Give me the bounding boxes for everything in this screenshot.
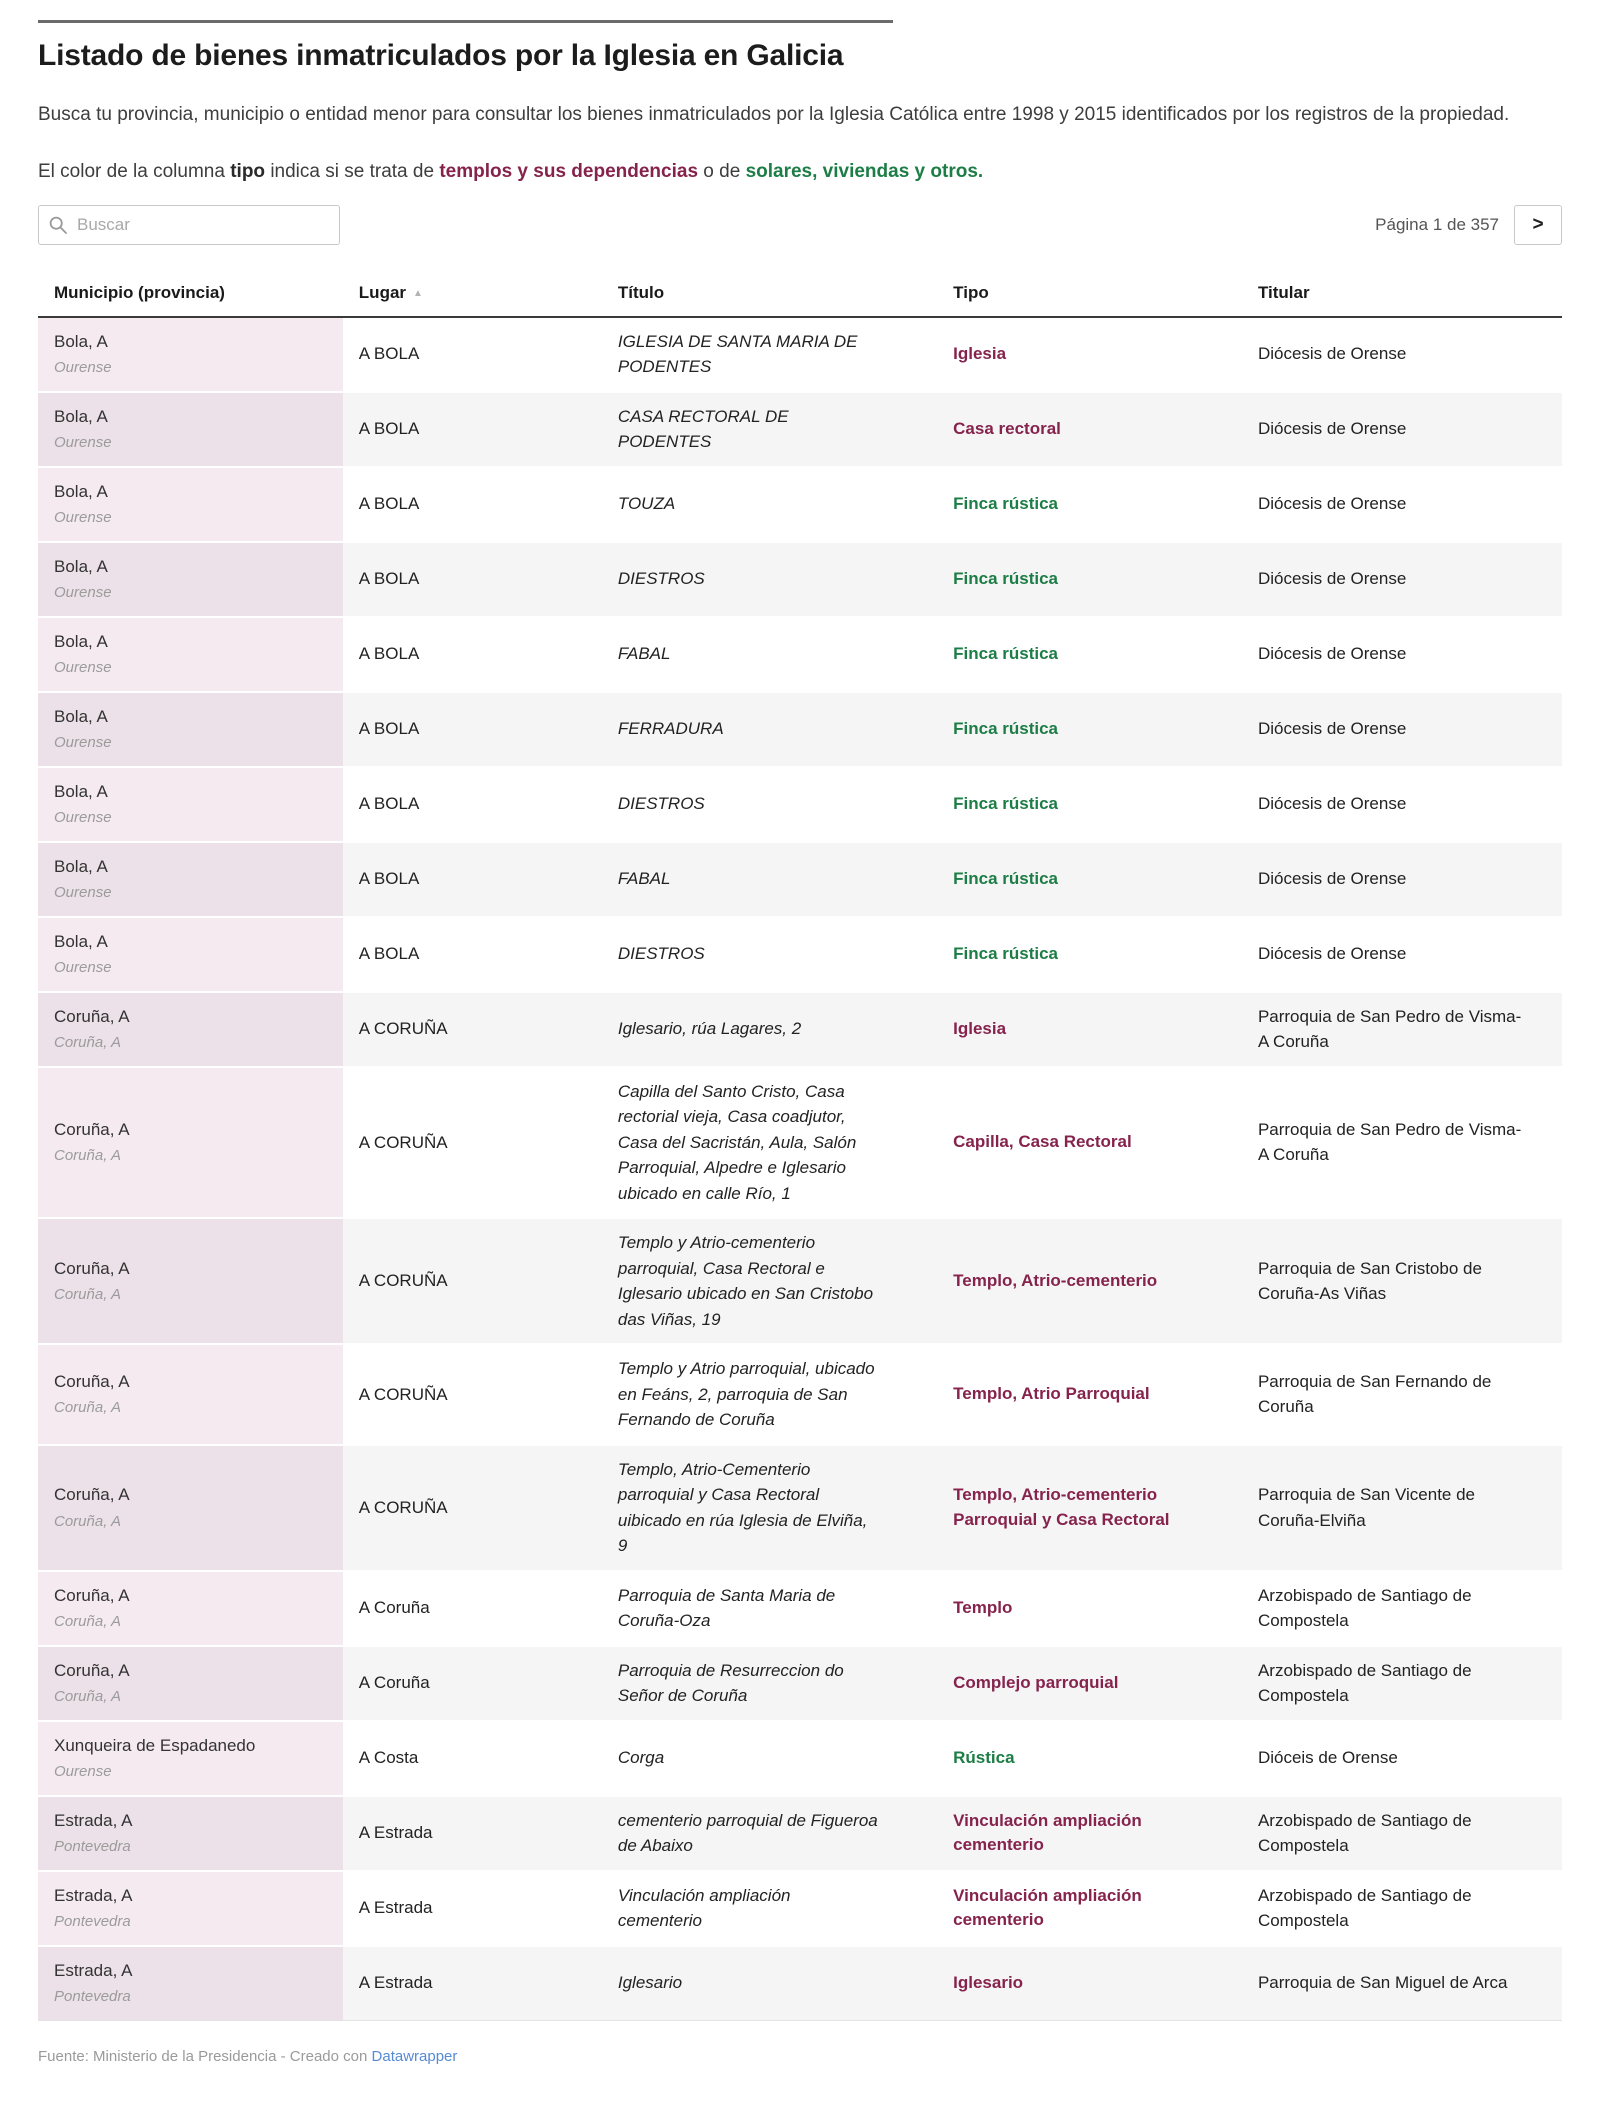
cell-municipio bbox=[38, 992, 343, 1067]
cell-municipio bbox=[38, 467, 343, 542]
municipio-name: Estrada, A bbox=[54, 1960, 133, 1980]
cell-titulo: Templo y Atrio-cementerio parroquial, Casa Rectoral e Iglesario ubicado en San Cristobo das Viñas, 19 bbox=[602, 1218, 937, 1344]
cell-titular: Diócesis de Orense bbox=[1242, 767, 1562, 842]
cell-titular: Diócesis de Orense bbox=[1242, 842, 1562, 917]
cell-municipio bbox=[38, 542, 343, 617]
municipio-name: Coruña, A bbox=[54, 1258, 130, 1278]
municipio-name: Coruña, A bbox=[54, 1006, 130, 1026]
table-row bbox=[38, 692, 1562, 767]
cell-municipio bbox=[38, 1871, 343, 1946]
table-controls bbox=[38, 205, 1562, 245]
cell-titulo: Iglesario bbox=[602, 1946, 937, 2021]
cell-municipio bbox=[38, 392, 343, 467]
provincia-name: Pontevedra bbox=[54, 1838, 131, 1856]
cell-titulo: FABAL bbox=[602, 842, 937, 917]
cell-lugar: A Estrada bbox=[343, 1871, 602, 1946]
cell-titulo: FABAL bbox=[602, 617, 937, 692]
cell-titulo: DIESTROS bbox=[602, 542, 937, 617]
cell-lugar: A CORUÑA bbox=[343, 1218, 602, 1344]
cell-titulo: Parroquia de Resurreccion do Señor de Coruña bbox=[602, 1646, 937, 1721]
cell-municipio bbox=[38, 1721, 343, 1796]
table-row bbox=[38, 317, 1562, 392]
legend-tipo-word: tipo bbox=[230, 161, 266, 183]
page-title: Listado de bienes inmatriculados por la Iglesia en Galicia bbox=[38, 39, 844, 72]
cell-municipio bbox=[38, 1067, 343, 1219]
table-row bbox=[38, 1571, 1562, 1646]
cell-lugar: A BOLA bbox=[343, 767, 602, 842]
cell-municipio bbox=[38, 1646, 343, 1721]
table-row bbox=[38, 1445, 1562, 1571]
provincia-name: Ourense bbox=[54, 884, 112, 902]
cell-lugar: A Estrada bbox=[343, 1796, 602, 1871]
municipio-name: Bola, A bbox=[54, 706, 108, 726]
cell-tipo: Capilla, Casa Rectoral bbox=[937, 1067, 1242, 1219]
cell-titular: Diócesis de Orense bbox=[1242, 467, 1562, 542]
cell-lugar: A BOLA bbox=[343, 467, 602, 542]
properties-table bbox=[38, 273, 1562, 2021]
table-row bbox=[38, 467, 1562, 542]
cell-municipio bbox=[38, 617, 343, 692]
table-row bbox=[38, 767, 1562, 842]
table-row bbox=[38, 1871, 1562, 1946]
table-row bbox=[38, 842, 1562, 917]
table-row bbox=[38, 917, 1562, 992]
cell-municipio bbox=[38, 692, 343, 767]
cell-lugar: A Costa bbox=[343, 1721, 602, 1796]
cell-municipio bbox=[38, 1796, 343, 1871]
search-box bbox=[38, 205, 340, 245]
cell-tipo: Templo bbox=[937, 1571, 1242, 1646]
municipio-name: Estrada, A bbox=[54, 1810, 133, 1830]
sort-ascending-icon: ▲ bbox=[413, 287, 423, 299]
cell-tipo: Finca rústica bbox=[937, 692, 1242, 767]
provincia-name: Ourense bbox=[54, 1763, 112, 1781]
cell-tipo: Templo, Atrio-cementerio bbox=[937, 1218, 1242, 1344]
cell-tipo: Finca rústica bbox=[937, 467, 1242, 542]
footer bbox=[38, 2048, 1562, 2065]
column-header-municipio[interactable]: Municipio (provincia) bbox=[38, 273, 343, 317]
cell-lugar: A CORUÑA bbox=[343, 1445, 602, 1571]
municipio-name: Bola, A bbox=[54, 556, 108, 576]
cell-tipo: Iglesia bbox=[937, 317, 1242, 392]
cell-lugar: A BOLA bbox=[343, 842, 602, 917]
cell-titular: Parroquia de San Pedro de Visma-A Coruña bbox=[1242, 1067, 1562, 1219]
municipio-name: Coruña, A bbox=[54, 1371, 130, 1391]
cell-tipo: Casa rectoral bbox=[937, 392, 1242, 467]
table-row bbox=[38, 992, 1562, 1067]
cell-lugar: A CORUÑA bbox=[343, 1067, 602, 1219]
cell-tipo: Vinculación ampliación cementerio bbox=[937, 1796, 1242, 1871]
cell-lugar: A BOLA bbox=[343, 542, 602, 617]
table-row bbox=[38, 542, 1562, 617]
provincia-name: Pontevedra bbox=[54, 1913, 131, 1931]
cell-titulo: Templo y Atrio parroquial, ubicado en Feáns, 2, parroquia de San Fernando de Coruña bbox=[602, 1344, 937, 1445]
cell-titular: Parroquia de San Miguel de Arca bbox=[1242, 1946, 1562, 2021]
cell-municipio bbox=[38, 317, 343, 392]
cell-titular: Diócesis de Orense bbox=[1242, 542, 1562, 617]
cell-titular: Arzobispado de Santiago de Compostela bbox=[1242, 1796, 1562, 1871]
municipio-name: Bola, A bbox=[54, 781, 108, 801]
cell-titular: Arzobispado de Santiago de Compostela bbox=[1242, 1571, 1562, 1646]
cell-lugar: A BOLA bbox=[343, 317, 602, 392]
provincia-name: Ourense bbox=[54, 359, 112, 377]
provincia-name: Coruña, A bbox=[54, 1613, 121, 1631]
provincia-name: Ourense bbox=[54, 809, 112, 827]
pagination bbox=[1375, 205, 1562, 245]
cell-tipo: Templo, Atrio-cementerio Parroquial y Casa Rectoral bbox=[937, 1445, 1242, 1571]
provincia-name: Coruña, A bbox=[54, 1512, 121, 1530]
municipio-name: Bola, A bbox=[54, 931, 108, 951]
cell-tipo: Finca rústica bbox=[937, 842, 1242, 917]
cell-titulo: DIESTROS bbox=[602, 917, 937, 992]
cell-lugar: A CORUÑA bbox=[343, 1344, 602, 1445]
cell-titulo: Iglesario, rúa Lagares, 2 bbox=[602, 992, 937, 1067]
cell-municipio bbox=[38, 1946, 343, 2021]
municipio-name: Coruña, A bbox=[54, 1119, 130, 1139]
source-text: Fuente: Ministerio de la Presidencia - Creado con bbox=[38, 2047, 372, 2065]
provincia-name: Ourense bbox=[54, 734, 112, 752]
cell-titular: Dióceis de Orense bbox=[1242, 1721, 1562, 1796]
cell-lugar: A Coruña bbox=[343, 1571, 602, 1646]
cell-municipio bbox=[38, 1218, 343, 1344]
legend-connector: o de bbox=[698, 161, 746, 183]
municipio-name: Bola, A bbox=[54, 331, 108, 351]
pagination-label: Página 1 de 357 bbox=[1375, 214, 1499, 234]
chevron-right-icon: > bbox=[1532, 213, 1544, 235]
table-row bbox=[38, 392, 1562, 467]
cell-titular: Parroquia de San Pedro de Visma-A Coruña bbox=[1242, 992, 1562, 1067]
municipio-name: Bola, A bbox=[54, 631, 108, 651]
table-row bbox=[38, 1946, 1562, 2021]
legend-middle: indica si se trata de bbox=[265, 161, 440, 183]
cell-municipio bbox=[38, 1571, 343, 1646]
column-header-lugar[interactable]: Lugar ▲ bbox=[343, 273, 602, 317]
legend-other-label: solares, viviendas y otros. bbox=[745, 161, 984, 183]
cell-titular: Parroquia de San Cristobo de Coruña-As Viñas bbox=[1242, 1218, 1562, 1344]
provincia-name: Coruña, A bbox=[54, 1688, 121, 1706]
cell-titulo: Templo, Atrio-Cementerio parroquial y Casa Rectoral uibicado en rúa Iglesia de Elviña, 9 bbox=[602, 1445, 937, 1571]
legend-temple-label: templos y sus dependencias bbox=[439, 161, 699, 183]
cell-lugar: A Estrada bbox=[343, 1946, 602, 2021]
cell-lugar: A BOLA bbox=[343, 917, 602, 992]
cell-titulo: DIESTROS bbox=[602, 767, 937, 842]
top-artifact-bar bbox=[38, 20, 893, 23]
table-row bbox=[38, 1796, 1562, 1871]
cell-tipo: Vinculación ampliación cementerio bbox=[937, 1871, 1242, 1946]
cell-tipo: Finca rústica bbox=[937, 617, 1242, 692]
cell-lugar: A CORUÑA bbox=[343, 992, 602, 1067]
cell-titular: Diócesis de Orense bbox=[1242, 917, 1562, 992]
table-header-row bbox=[38, 273, 1562, 317]
cell-lugar: A BOLA bbox=[343, 692, 602, 767]
table-row bbox=[38, 1067, 1562, 1219]
column-header-titulo[interactable]: Título bbox=[602, 273, 937, 317]
cell-titular: Parroquia de San Vicente de Coruña-Elviña bbox=[1242, 1445, 1562, 1571]
cell-titulo: Capilla del Santo Cristo, Casa rectorial vieja, Casa coadjutor, Casa del Sacristán, Aula, Salón Parroquial, Alpedre e Iglesario ubicado en calle Río, 1 bbox=[602, 1067, 937, 1219]
cell-tipo: Complejo parroquial bbox=[937, 1646, 1242, 1721]
cell-lugar: A BOLA bbox=[343, 392, 602, 467]
table-row bbox=[38, 1218, 1562, 1344]
municipio-name: Estrada, A bbox=[54, 1885, 133, 1905]
cell-titular: Parroquia de San Fernando de Coruña bbox=[1242, 1344, 1562, 1445]
cell-tipo: Finca rústica bbox=[937, 917, 1242, 992]
cell-titular: Diócesis de Orense bbox=[1242, 617, 1562, 692]
municipio-name: Coruña, A bbox=[54, 1485, 130, 1505]
provincia-name: Coruña, A bbox=[54, 1286, 121, 1304]
search-icon bbox=[48, 215, 68, 235]
cell-titulo: Corga bbox=[602, 1721, 937, 1796]
provincia-name: Coruña, A bbox=[54, 1147, 121, 1165]
cell-tipo: Finca rústica bbox=[937, 542, 1242, 617]
table-row bbox=[38, 1344, 1562, 1445]
provincia-name: Coruña, A bbox=[54, 1034, 121, 1052]
cell-titular: Arzobispado de Santiago de Compostela bbox=[1242, 1871, 1562, 1946]
column-header-titular[interactable]: Titular bbox=[1242, 273, 1562, 317]
municipio-name: Bola, A bbox=[54, 406, 108, 426]
column-header-tipo[interactable]: Tipo bbox=[937, 273, 1242, 317]
page bbox=[0, 20, 1600, 2095]
cell-titulo: Parroquia de Santa Maria de Coruña-Oza bbox=[602, 1571, 937, 1646]
table-row bbox=[38, 1646, 1562, 1721]
cell-municipio bbox=[38, 767, 343, 842]
cell-tipo: Iglesario bbox=[937, 1946, 1242, 2021]
cell-lugar: A Coruña bbox=[343, 1646, 602, 1721]
cell-municipio bbox=[38, 917, 343, 992]
provincia-name: Ourense bbox=[54, 584, 112, 602]
municipio-name: Bola, A bbox=[54, 481, 108, 501]
provincia-name: Pontevedra bbox=[54, 1988, 131, 2006]
table-row bbox=[38, 1721, 1562, 1796]
municipio-name: Bola, A bbox=[54, 856, 108, 876]
color-legend bbox=[38, 159, 1562, 186]
table-body bbox=[38, 317, 1562, 2021]
cell-titulo: TOUZA bbox=[602, 467, 937, 542]
cell-titular: Diócesis de Orense bbox=[1242, 392, 1562, 467]
municipio-name: Xunqueira de Espadanedo bbox=[54, 1735, 256, 1755]
provincia-name: Ourense bbox=[54, 509, 112, 527]
datawrapper-link[interactable]: Datawrapper bbox=[371, 2047, 458, 2065]
municipio-name: Coruña, A bbox=[54, 1660, 130, 1680]
cell-municipio bbox=[38, 1344, 343, 1445]
cell-lugar: A BOLA bbox=[343, 617, 602, 692]
legend-prefix: El color de la columna bbox=[38, 161, 231, 183]
provincia-name: Ourense bbox=[54, 434, 112, 452]
cell-titular: Diócesis de Orense bbox=[1242, 317, 1562, 392]
cell-titulo: CASA RECTORAL DE PODENTES bbox=[602, 392, 937, 467]
cell-tipo: Rústica bbox=[937, 1721, 1242, 1796]
cell-titulo: IGLESIA DE SANTA MARIA DE PODENTES bbox=[602, 317, 937, 392]
cell-municipio bbox=[38, 842, 343, 917]
cell-titular: Arzobispado de Santiago de Compostela bbox=[1242, 1646, 1562, 1721]
cell-municipio bbox=[38, 1445, 343, 1571]
provincia-name: Coruña, A bbox=[54, 1399, 121, 1417]
cell-tipo: Finca rústica bbox=[937, 767, 1242, 842]
search-input[interactable] bbox=[38, 205, 340, 245]
cell-tipo: Iglesia bbox=[937, 992, 1242, 1067]
cell-tipo: Templo, Atrio Parroquial bbox=[937, 1344, 1242, 1445]
provincia-name: Ourense bbox=[54, 959, 112, 977]
cell-titular: Diócesis de Orense bbox=[1242, 692, 1562, 767]
provincia-name: Ourense bbox=[54, 659, 112, 677]
cell-titulo: FERRADURA bbox=[602, 692, 937, 767]
chart-description: Busca tu provincia, municipio o entidad menor para consultar los bienes inmatriculados por la Iglesia Católica entre 1998 y 2015 identificados por los registros de la propiedad. bbox=[38, 103, 1510, 125]
cell-titulo: Vinculación ampliación cementerio bbox=[602, 1871, 937, 1946]
table-row bbox=[38, 617, 1562, 692]
next-page-button[interactable] bbox=[1514, 205, 1562, 245]
cell-titulo: cementerio parroquial de Figueroa de Abaixo bbox=[602, 1796, 937, 1871]
municipio-name: Coruña, A bbox=[54, 1585, 130, 1605]
